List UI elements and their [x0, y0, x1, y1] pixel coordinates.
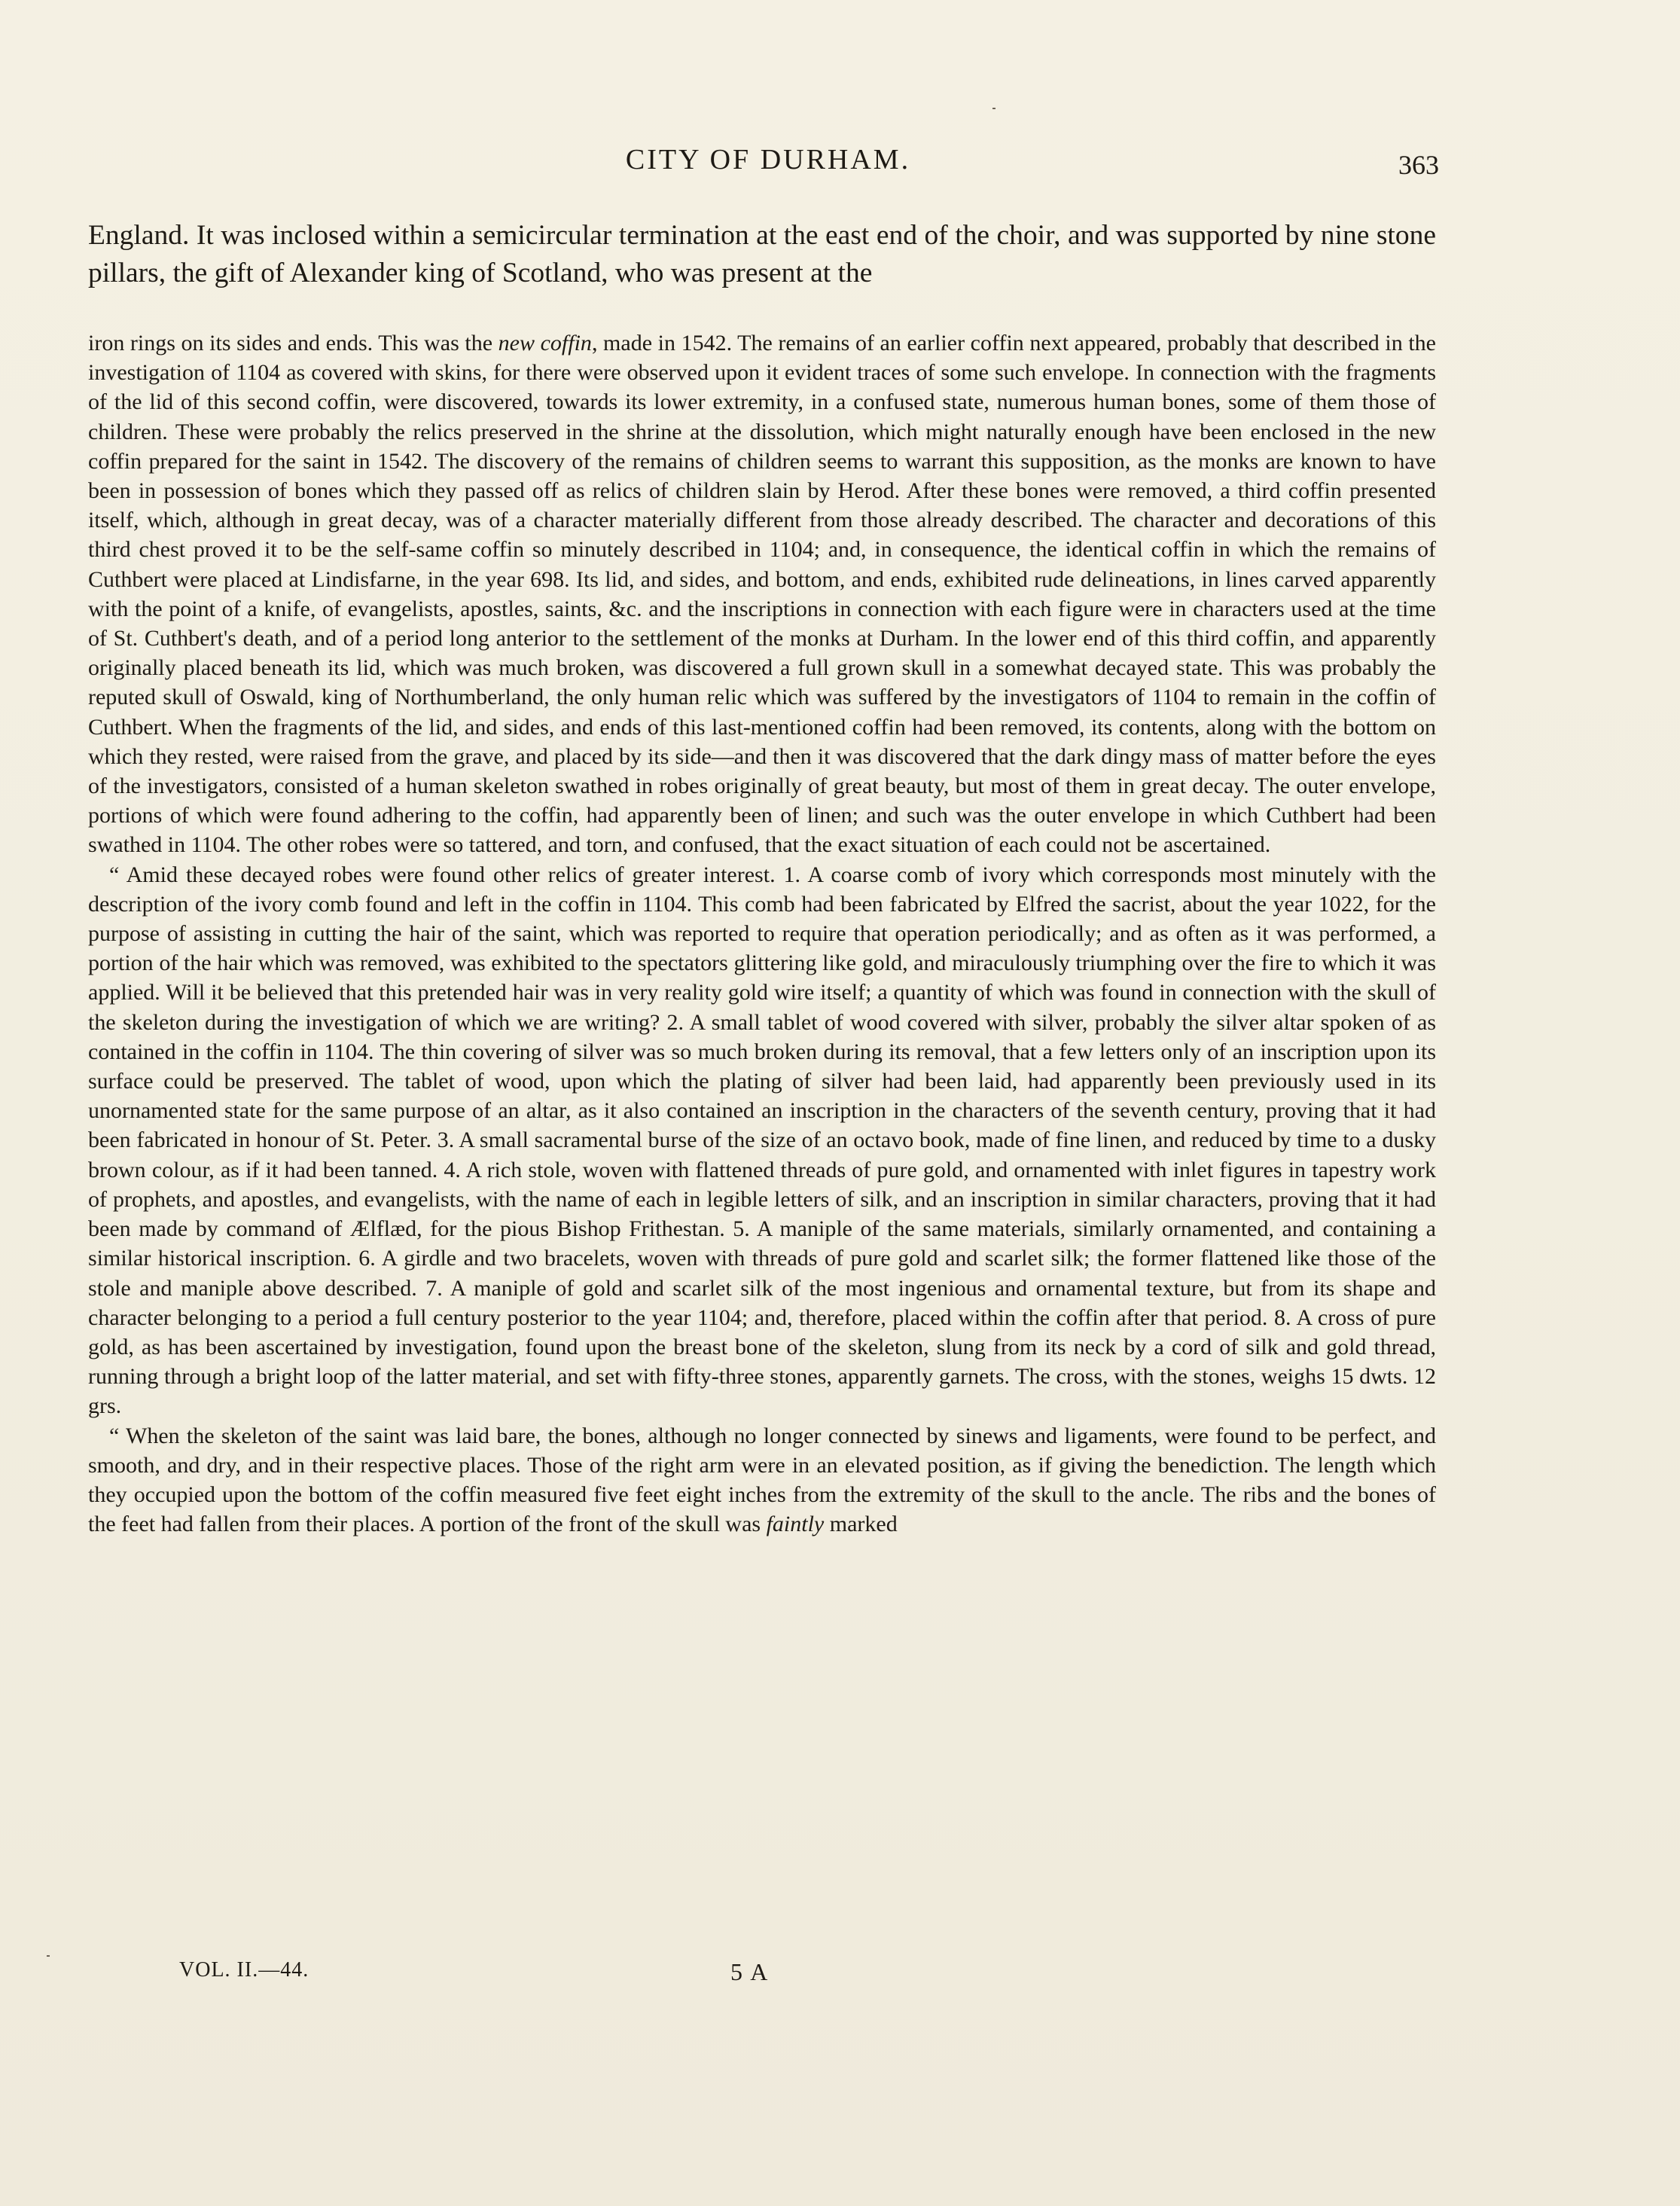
paragraph-1-rest: , made in 1542. The remains of an earlier coffin next appeared, probably that described in the investigation of 1104 as covered with skins, for there were observed upon it evident traces of some such envelope. In connection with the fragments of the lid of this second coffin, were discovered, towards its lower extremity, in a confused state, numerous human bones, some of them those of children. These were probably the relics preserved in the shrine at the dissolution, which might naturally enough have been enclosed in the new coffin prepared for the saint in 1542. The discovery of the remains of children seems to warrant this supposition, as the monks are known to have been in possession of bones which they passed off as relics of children slain by Herod. After these bones were removed, a third coffin presented itself, which, although in great decay, was of a character materially different from those already described. The character and decorations of this third chest proved it to be the self-same coffin so minutely described in 1104; and, in consequence, the identical coffin in which the remains of Cuthbert were placed at Lindisfarne, in the year 698. Its lid, and sides, and bottom, and ends, exhibited rude delineations, in lines carved apparently with the point of a knife, of evangelists, apostles, saints, &c. and the inscriptions in connection with each figure were in characters used at the time of St. Cuthbert's death, and of a period long anterior to the settlement of the monks at Durham. In the lower end of this third coffin, and apparently originally placed beneath its lid, which was much broken, was discovered a full grown skull in a somewhat decayed state. This was probably the reputed skull of Oswald, king of Northumberland, the only human relic which was suffered by the investigators of 1104 to remain in the coffin of Cuthbert. When the fragments of the lid, and sides, and ends of this last-mentioned coffin had been removed, its contents, along with the bottom on which they rested, were raised from the grave, and placed by its side—and then it was discovered that the dark dingy mass of matter before the eyes of the investigators, consisted of a human skeleton swathed in robes originally of great beauty, but most of them in great decay. The outer envelope, portions of which were found adhering to the coffin, had apparently been of linen; and such was the outer envelope in which Cuthbert had been swathed in 1104. The other robes were so tattered, and torn, and confused, that the exact situation of each could not be ascertained.: [88, 331, 1436, 858]
emphasis-faintly: faintly: [766, 1512, 825, 1537]
lead-text: England. It was inclosed within a semicircular termination at the east end of the choir, and was supported by nine stone pillars, the gift of Alexander king of Scotland, who was present at the: [88, 220, 1436, 288]
signature-mark: 5 A: [730, 1958, 770, 1985]
page-number: 363: [1398, 150, 1439, 180]
paper-speck: [47, 1955, 50, 1957]
paper-speck: [992, 108, 995, 109]
paragraph-3-start: “ When the skeleton of the saint was laid bare, the bones, although no longer connected by sinews and ligaments, were found to be perfect, and smooth, and dry, and in their respective places. Those of the right arm were in an elevated position, as if giving the benediction. The length which they occupied upon the bottom of the coffin measured five feet eight inches from the extremity of the skull to the ancle. The ribs and the bones of the feet had fallen from their places. A portion of the front of the skull was: [88, 1423, 1436, 1537]
lead-paragraph: [88, 217, 1436, 292]
page-footer: [0, 1958, 1680, 1996]
paragraph-2: “ Amid these decayed robes were found other relics of greater interest. 1. A coarse comb of ivory which corresponds most minutely with the description of the ivory comb found and left in the coffin in 1104. This comb had been fabricated by Elfred the sacrist, about the year 1022, for the purpose of assisting in cutting the hair of the saint, which was reported to require that operation periodically; and as often as it was performed, a portion of the hair which was removed, was exhibited to the spectators glittering like gold, and miraculously triumphing over the fire to which it was applied. Will it be believed that this pretended hair was in very reality gold wire itself; a quantity of which was found in connection with the skull of the skeleton during the investigation of which we are writing? 2. A small tablet of wood covered with silver, probably the silver altar spoken of as contained in the coffin in 1104. The thin covering of silver was so much broken during its removal, that a few letters only of an inscription upon its surface could be preserved. The tablet of wood, upon which the plating of silver had been laid, had apparently been previously used in its unornamented state for the same purpose of an altar, as it also contained an inscription in the characters of the seventh century, proving that it had been fabricated in honour of St. Peter. 3. A small sacramental burse of the size of an octavo book, made of fine linen, and reduced by time to a dusky brown colour, as if it had been tanned. 4. A rich stole, woven with flattened threads of pure gold, and ornamented with inlet figures in tapestry work of prophets, and apostles, and evangelists, with the name of each in legible letters of silk, and an inscription in similar characters, proving that it had been made by command of Ælflæd, for the pious Bishop Frithestan. 5. A maniple of the same materials, similarly ornamented, and containing a similar historical inscription. 6. A girdle and two bracelets, woven with threads of pure gold and scarlet silk; the former flattened like those of the stole and maniple above described. 7. A maniple of gold and scarlet silk of the most ingenious and ornamental texture, but from its shape and character belonging to a period a full century posterior to the year 1104; and, therefore, placed within the coffin after that period. 8. A cross of pure gold, as has been ascertained by investigation, found upon the breast bone of the skeleton, slung from its neck by a cord of silk and gold thread, running through a bright loop of the latter material, and set with fifty-three stones, apparently garnets. The cross, with the stones, weighs 15 dwts. 12 grs.: [88, 862, 1436, 1419]
paragraph-3: [88, 1421, 1436, 1539]
running-title: CITY OF DURHAM.: [625, 144, 911, 175]
body-text: [88, 328, 1436, 1539]
volume-mark: VOL. II.—44.: [179, 1958, 309, 1982]
paragraph-1-start: iron rings on its sides and ends. This was the: [88, 331, 499, 355]
emphasis-new-coffin: new coffin: [498, 331, 592, 355]
page-header: [0, 143, 1680, 188]
paragraph-1: [88, 328, 1436, 860]
paragraph-3-rest: marked: [824, 1512, 898, 1537]
